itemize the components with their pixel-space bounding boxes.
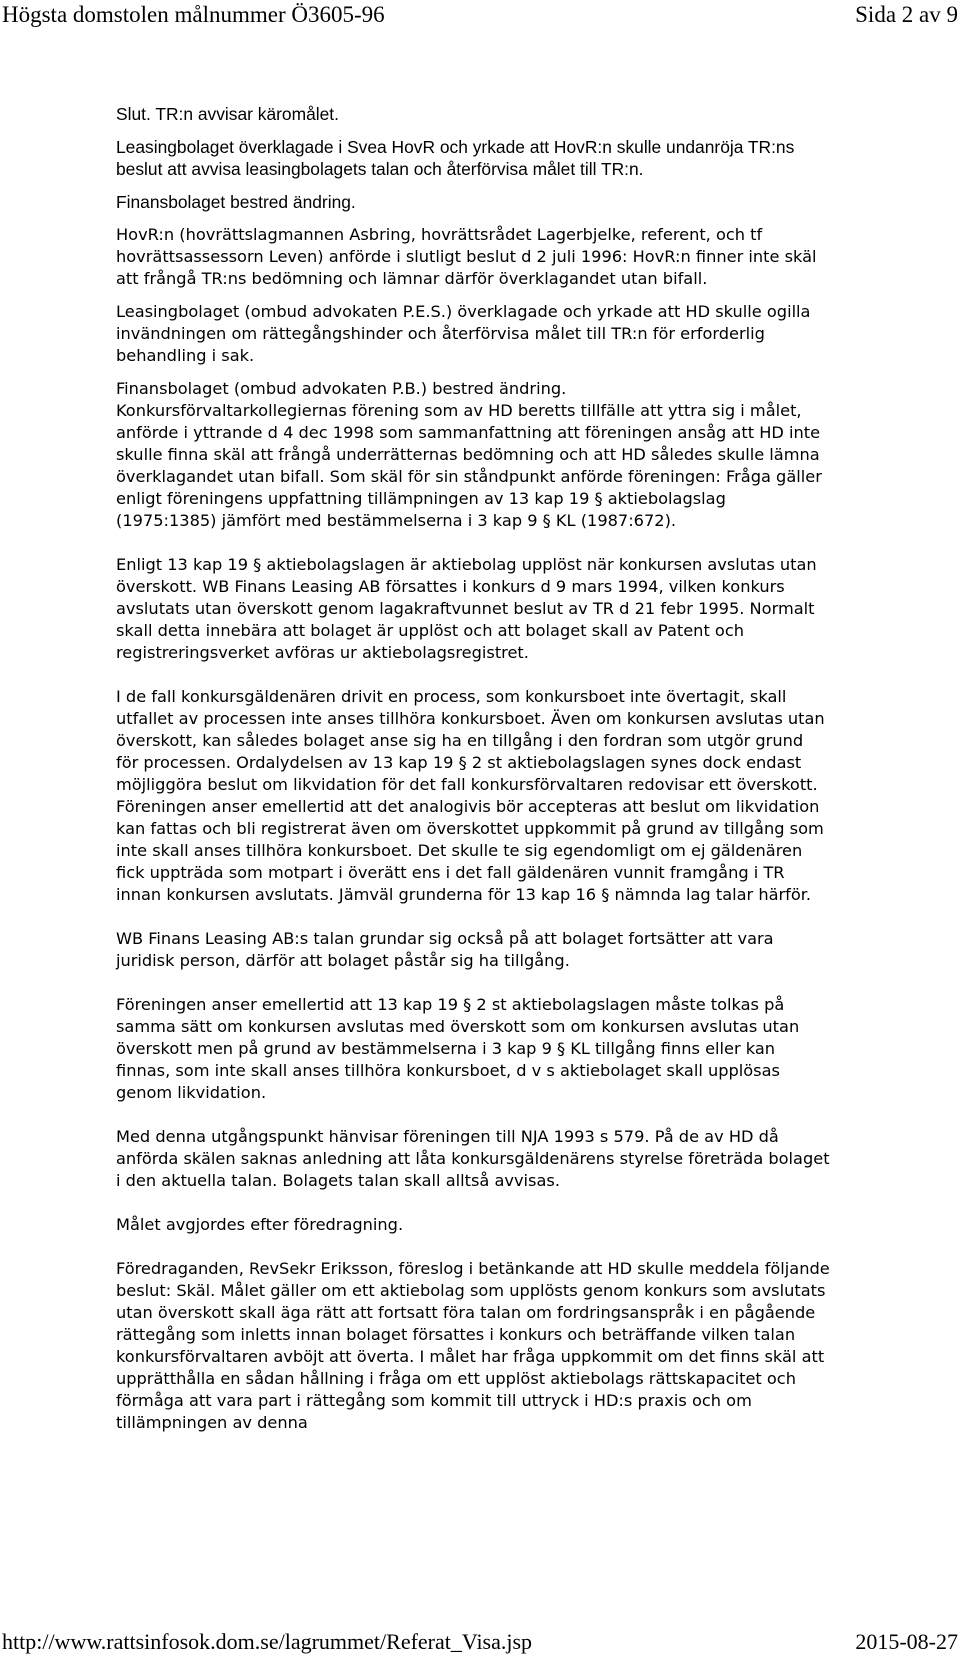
paragraph-nja-1993: Med denna utgångspunkt hänvisar föreningen till NJA 1993 s 579. På de av HD då anförda skälen saknas anledning att låta konkursgäldenärens styrelse företräda bolaget i den aktuella talan. Bolagets talan skall alltså avvisas. xyxy=(116,1127,830,1190)
page-number: Sida 2 av 9 xyxy=(855,2,958,27)
document-title: Högsta domstolen målnummer Ö3605-96 xyxy=(2,2,385,27)
print-date: 2015-08-27 xyxy=(855,1629,958,1654)
paragraph-foredraganden: Föredraganden, RevSekr Eriksson, föreslog i betänkande att HD skulle meddela följande beslut: Skäl. Målet gäller om ett aktiebolag som upplösts genom konkurs som avslutats utan överskott skall äga rätt att fortsatt föra talan om fordringsanspråk i en pågående rättegång som inletts innan bolaget försattes i konkurs och beträffande vilken talan konkursförvaltaren avböjt att överta. I målet har fråga uppkommit om det finns skäl att upprätthålla en sådan hållning i fråga om ett upplöst aktiebolags rättskapacitet och förmåga att vara part i rättegång som kommit till uttryck i HD:s praxis och om tillämpningen av denna xyxy=(116,1259,830,1432)
paragraph-appeal-hovr: Leasingbolaget överklagade i Svea HovR och yrkade att HovR:n skulle undanröja TR:ns beslut att avvisa leasingbolagets talan och återförvisa målet till TR:n. xyxy=(116,137,795,179)
document-body xyxy=(116,103,830,1445)
print-header xyxy=(2,2,958,38)
paragraph-hovr-beslut: HovR:n (hovrättslagmannen Asbring, hovrättsrådet Lagerbjelke, referent, och tf hovrättsassessorn Leven) anförde i slutligt beslut d 2 juli 1996: HovR:n finner inte skäl att frångå TR:ns bedömning och lämnar därför överklagandet utan bifall. xyxy=(116,225,817,288)
source-url: http://www.rattsinfosok.dom.se/lagrummet/Referat_Visa.jsp xyxy=(2,1629,533,1654)
paragraph-foreningen-anser: Föreningen anser emellertid att 13 kap 19 § 2 st aktiebolagslagen måste tolkas på samma sätt om konkursen avslutas med överskott som om konkursen avslutas utan överskott men på grund av bestämmelserna i 3 kap 9 § KL tillgång finns eller kan finnas, som inte skall anses tillhöra konkursboet, d v s aktiebolaget skall upplösas genom likvidation. xyxy=(116,995,800,1102)
paragraph-wb-finans-talan: WB Finans Leasing AB:s talan grundar sig också på att bolaget fortsätter att vara juridisk person, därför att bolaget påstår sig ha tillgång. xyxy=(116,929,774,970)
paragraph-konkursgaldenaren-process: I de fall konkursgäldenären drivit en process, som konkursboet inte övertagit, skall utfallet av processen inte anses tillhöra konkursboet. Även om konkursen avslutas utan överskott, kan således bolaget anse sig ha en tillgång i den fordran som utgör grund för processen. Ordalydelsen av 13 kap 19 § 2 st aktiebolagslagen synes dock endast möjliggöra beslut om likvidation för det fall konkursförvaltaren redovisar ett överskott. Föreningen anser emellertid att det analogivis bör accepteras att beslut om likvidation kan fattas och bli registrerat även om överskottet uppkommit på grund av tillgång som inte skall anses tillhöra konkursboet. Det skulle te sig egendomligt om ej gäldenären fick uppträda som motpart i överätt ens i det fall gäldenären vunnit framgång i TR innan konkursen avslutats. Jämväl grunderna för 13 kap 16 § nämnda lag talar härför. xyxy=(116,687,825,904)
paragraph-leasingbolaget-overklagade: Leasingbolaget (ombud advokaten P.E.S.) överklagade och yrkade att HD skulle ogilla invändningen om rättegångshinder och återförvisa målet till TR:n för erforderlig behandling i sak. xyxy=(116,302,811,365)
print-footer xyxy=(2,1627,958,1657)
paragraph-slut: Slut. TR:n avvisar käromålet. xyxy=(116,104,339,124)
paragraph-malet-avgjordes: Målet avgjordes efter föredragning. xyxy=(116,1215,404,1234)
paragraph-finansbolaget-bestred: Finansbolaget bestred ändring. xyxy=(116,192,356,212)
paragraph-finansbolaget-ombud: Finansbolaget (ombud advokaten P.B.) bestred ändring. xyxy=(116,379,567,398)
paragraph-enligt-13-kap: Enligt 13 kap 19 § aktiebolagslagen är aktiebolag upplöst när konkursen avslutas utan överskott. WB Finans Leasing AB försattes i konkurs d 9 mars 1994, vilken konkurs avslutats utan överskott genom lagakraftvunnet beslut av TR d 21 febr 1995. Normalt skall detta innebära att bolaget är upplöst och att bolaget skall av Patent och registreringsverket avföras ur aktiebolagsregistret. xyxy=(116,555,817,662)
paragraph-konkursforvaltarkollegiernas: Konkursförvaltarkollegiernas förening som av HD beretts tillfälle att yttra sig i målet, anförde i yttrande d 4 dec 1998 som sammanfattning att föreningen ansåg att HD inte skulle finna skäl att frångå underrätternas bedömning och att HD således skulle lämna överklagandet utan bifall. Som skäl för sin ståndpunkt anförde föreningen: Fråga gäller enligt föreningens uppfattning tillämpningen av 13 kap 19 § aktiebolagslag (1975:1385) jämfört med bestämmelserna i 3 kap 9 § KL (1987:672). xyxy=(116,401,822,530)
